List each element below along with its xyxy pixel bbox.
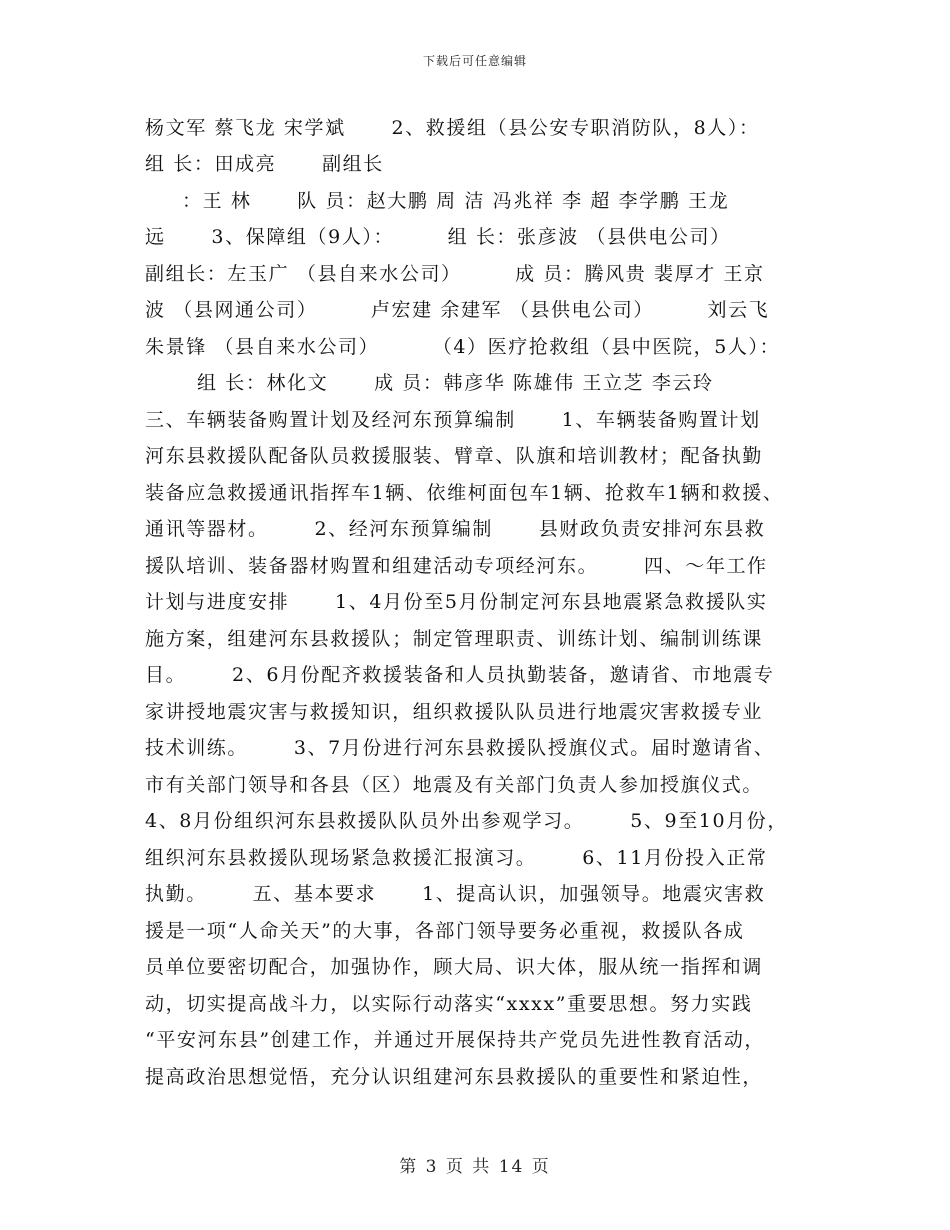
body-line: 装备应急救援通讯指挥车1辆、依维柯面包车1辆、抢救车1辆和救援、 — [145, 482, 784, 504]
body-line: 提高政治思想觉悟，充分认识组建河东县救援队的重要性和紧迫性， — [145, 1066, 764, 1088]
body-line: 副组长：左玉广 （县自来水公司） 成 员：腾风贵 裴厚才 王京 — [145, 263, 765, 285]
body-line: 河东县救援队配备队员救援服装、臂章、队旗和培训教材；配备执勤 — [145, 445, 764, 467]
body-line: 动，切实提高战斗力，以实际行动落实“xxxx”重要思想。努力实践 — [145, 993, 753, 1015]
body-line: 执勤。 五、基本要求 1、提高认识，加强领导。地震灾害救 — [145, 883, 766, 905]
body-line: 组织河东县救援队现场紧急救援汇报演习。 6、11月份投入正常 — [145, 847, 768, 869]
body-line: ：王 林 队 员：赵大鹏 周 洁 冯兆祥 李 超 李学鹏 王龙 — [182, 190, 730, 212]
body-line: 技术训练。 3、7月份进行河东县救援队授旗仪式。届时邀请省、 — [145, 737, 775, 759]
body-line: 朱景锋 （县自来水公司） （4）医疗抢救组（县中医院，5人）： — [145, 336, 781, 358]
body-line: 4、8月份组织河东县救援队队员外出参观学习。 5、9至10月份， — [145, 810, 788, 832]
body-line: 远 3、保障组（9人）： 组 长：张彦波 （县供电公司） — [145, 226, 731, 248]
body-line: 员单位要密切配合，加强协作，顾大局、识大体，服从统一指挥和调 — [145, 956, 764, 978]
body-line: 援队培训、装备器材购置和组建活动专项经河东。 四、～年工作 — [145, 555, 768, 577]
body-line: 施方案，组建河东县救援队；制定管理职责、训练计划、编制训练课 — [145, 628, 764, 650]
body-line: 三、车辆装备购置计划及经河东预算编制 1、车辆装备购置计划 — [145, 409, 761, 431]
body-line: 杨文军 蔡飞龙 宋学斌 2、救援组（县公安专职消防队，8人）： — [145, 117, 760, 139]
page-header: 下载后可任意编辑 — [422, 54, 527, 68]
body-line: 目。 2、6月份配齐救援装备和人员执勤装备，邀请省、市地震专 — [145, 664, 775, 686]
body-line: 援是一项“人命关天”的大事，各部门领导要务必重视，救援队各成 — [145, 920, 745, 942]
body-line: 计划与进度安排 1、4月份至5月份制定河东县地震紧急救援队实 — [145, 591, 768, 613]
body-line: 家讲授地震灾害与救援知识，组织救援队队员进行地震灾害救援专业 — [145, 701, 764, 723]
body-line: 组 长：林化文 成 员：韩彦华 陈雄伟 王立芝 李云玲 — [197, 372, 714, 394]
body-line: 通讯等器材。 2、经河东预算编制 县财政负责安排河东县救 — [145, 518, 766, 540]
page-footer: 第 3 页 共 14 页 — [399, 1157, 551, 1177]
body-line: 市有关部门领导和各县（区）地震及有关部门负责人参加授旗仪式。 — [145, 774, 764, 796]
body-line: “平安河东县”创建工作，并通过开展保持共产党员先进性教育活动， — [145, 1029, 766, 1051]
body-line: 波 （县网通公司） 卢宏建 余建军 （县供电公司） 刘云飞 — [145, 299, 770, 321]
body-line: 组 长：田成亮 副组长 — [145, 153, 384, 175]
